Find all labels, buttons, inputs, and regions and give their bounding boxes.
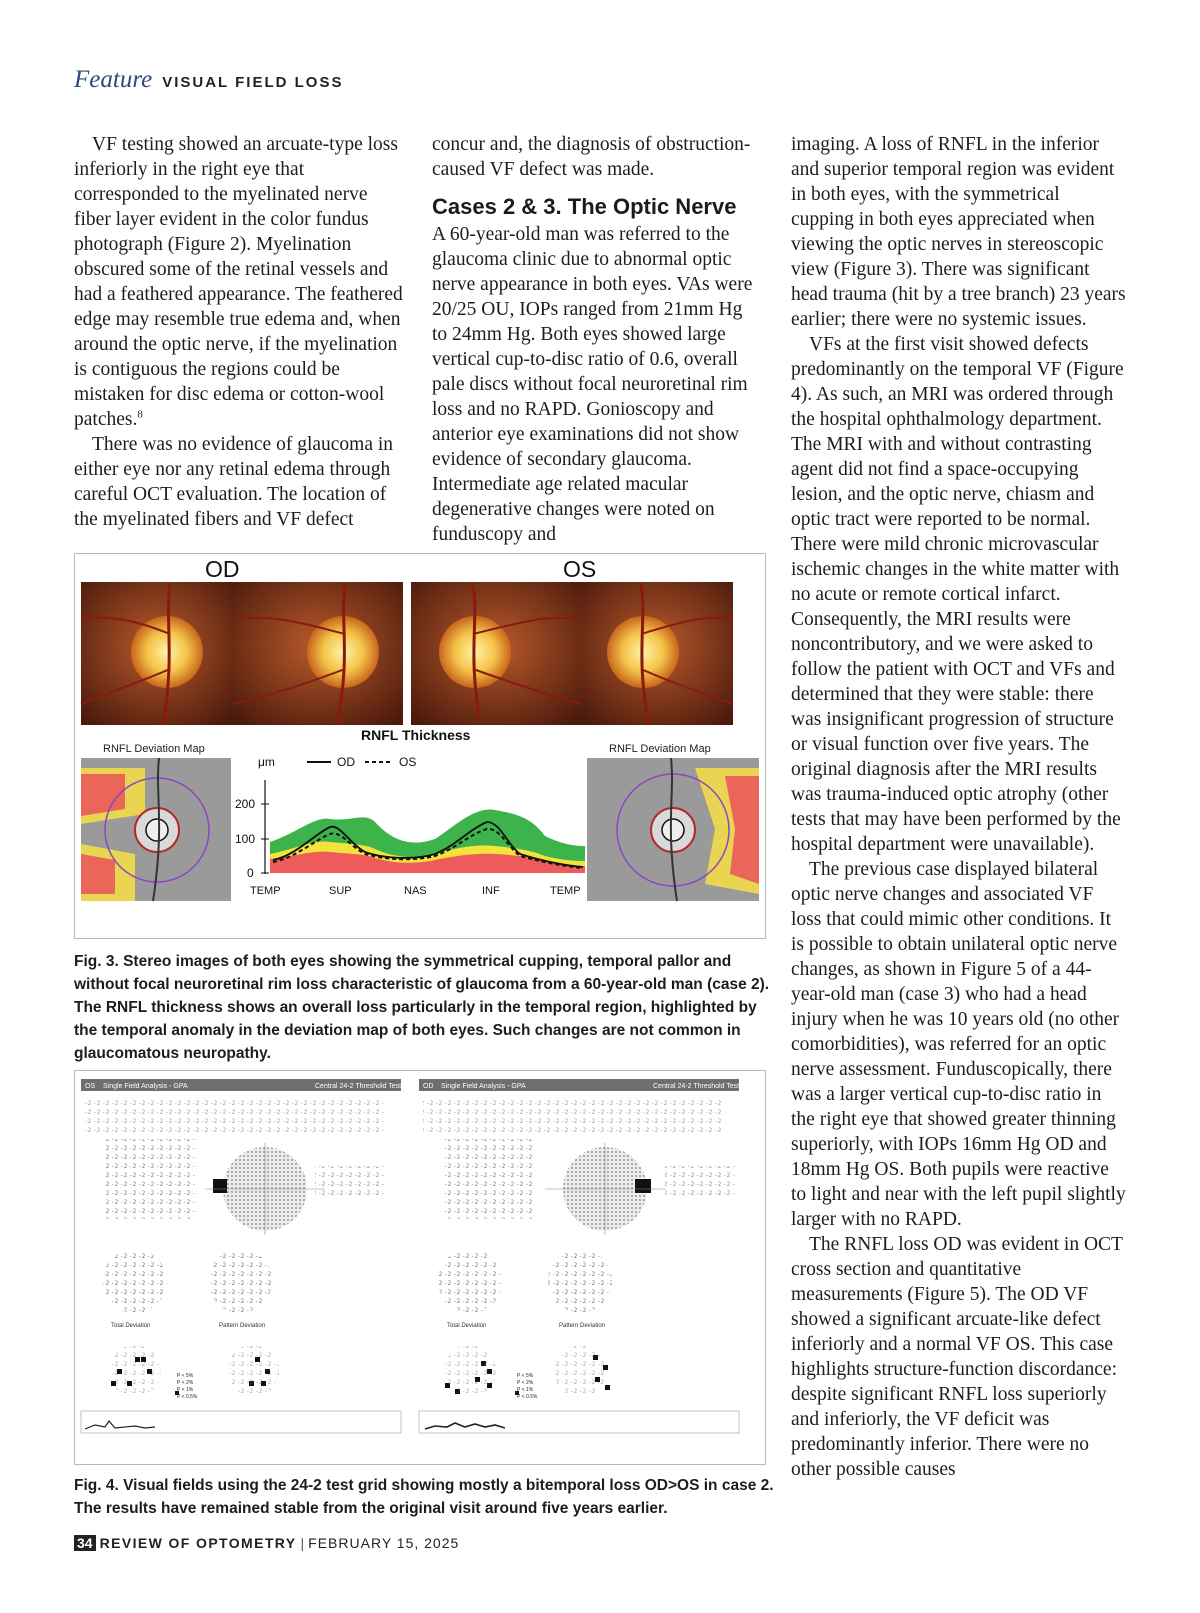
fundus-photo-os-right — [581, 582, 733, 725]
page-number: 34 — [74, 1535, 96, 1551]
vf-header-title: Single Field Analysis - GPA — [103, 1083, 188, 1090]
paragraph: The previous case displayed bilateral optic nerve changes and associated VF loss that could mimic other conditions. It is possible to obtain unilateral optic nerve changes, as shown in Figure 5 of a 44-year-old man (case 3) who had a head injury when he was 10 years old (no other comorbidities), was referred for an optic nerve assessment. Funduscopically, there was a larger vertical cup-to-disc ratio in the right eye that showed greater thinning superiorly, with IOPs 16mm Hg OD and 18mm Hg OS. Both pupils were reactive to light and near with the left pupil slightly larger with no RAPD. — [791, 859, 1126, 1230]
pattern-deviation-label: Pattern Deviation — [559, 1323, 606, 1329]
text-column-2 — [432, 132, 762, 547]
figure-4 — [74, 1070, 766, 1465]
total-deviation-label: Total Deviation — [111, 1323, 151, 1329]
map-left-title: RNFL Deviation Map — [103, 743, 205, 755]
running-header — [74, 66, 343, 102]
rnfl-title: RNFL Thickness — [361, 727, 471, 743]
header-section: VISUAL FIELD LOSS — [162, 74, 344, 91]
legend-label: P < 2% — [517, 1380, 534, 1386]
reference-marker: 8 — [137, 408, 143, 421]
magazine-name: REVIEW OF OPTOMETRY — [99, 1535, 297, 1551]
x-tick-label: TEMP — [550, 885, 581, 897]
section-heading: Cases 2 & 3. The Optic Nerve — [432, 194, 737, 219]
vf-report-right — [419, 1079, 739, 1433]
figure-3-caption: Fig. 3. Stereo images of both eyes showing the symmetrical cupping, temporal pallor and without focal neuroretinal rim loss characteristic of glaucoma from a 60-year-old man (case 2). The RNFL thickness shows an overall loss particularly in the temporal region, highlighted by the temporal anomaly in the deviation map of both eyes. Such changes are not common in glaucomatous neuropathy. — [74, 953, 770, 1062]
map-right-title: RNFL Deviation Map — [609, 743, 711, 755]
y-unit: μm — [258, 755, 275, 769]
vf-eye-label: OS — [85, 1083, 96, 1090]
fundus-photo-od-right — [233, 582, 403, 725]
page-footer — [74, 1535, 459, 1551]
os-label: OS — [563, 556, 597, 582]
header-kicker: Feature — [74, 66, 153, 93]
paragraph: concur and, the diagnosis of obstruction-caused VF defect was made. — [432, 134, 751, 180]
y-tick-label: 100 — [235, 832, 256, 846]
vf-header-test: Central 24-2 Threshold Test — [653, 1083, 740, 1090]
rnfl-deviation-map-od — [81, 758, 231, 901]
legend-label: P < 1% — [177, 1387, 194, 1393]
x-tick-label: NAS — [404, 885, 427, 897]
issue-date: FEBRUARY 15, 2025 — [308, 1535, 460, 1551]
rnfl-deviation-map-os — [587, 758, 759, 901]
text-column-3 — [791, 132, 1127, 1482]
x-tick-label: TEMP — [250, 885, 281, 897]
vf-header-test: Central 24-2 Threshold Test — [315, 1083, 402, 1090]
legend-od: OD — [337, 755, 355, 769]
figure-3-graphic — [75, 554, 765, 938]
paragraph: imaging. A loss of RNFL in the inferior and superior temporal region was evident in both eyes, with the symmetrical cupping in both eyes appreciated when viewing the optic nerves in stereoscopic view (Figure 3). There was significant head trauma (hit by a tree branch) 23 years earlier; there were no systemic issues. — [791, 134, 1126, 330]
legend-label: P < 5% — [177, 1373, 194, 1379]
paragraph: VFs at the first visit showed defects predominantly on the temporal VF (Figure 4). As such, an MRI was ordered through the hospital ophthalmology department. The MRI with and without contrasting agent did not find a space-occupying lesion, and the optic nerve, chiasm and optic tract were reported to be normal. There were mild chronic microvascular ischemic changes in the white matter with no acute or remote cortical infarct. Consequently, the MRI results were noncontributory, and we were asked to follow the patient with OCT and VFs and determined that they were stable: there was insignificant progression of structure or visual function over five years. The original diagnosis after the MRI results was trauma-induced optic atrophy (other tests that may have been performed by the hospital department were unavailable). — [791, 334, 1124, 855]
rnfl-chart — [235, 780, 585, 897]
vf-header-title: Single Field Analysis - GPA — [441, 1083, 526, 1090]
paragraph: VF testing showed an arcuate-type loss inferiorly in the right eye that corresponded to the myelinated nerve fiber layer evident in the color fundus photograph (Figure 2). Myelination obscured some of the retinal vessels and had a feathered appearance. The feathered edge may resemble true edema and, when around the optic nerve, if the myelination is contiguous the regions could be mistaken for disc edema or cotton-wool patches.$^8$ — [74, 134, 403, 430]
fundus-photo-od-left — [81, 582, 233, 725]
vf-report-left — [81, 1079, 401, 1433]
fundus-photo-os-left — [411, 582, 581, 725]
paragraph: There was no evidence of glaucoma in either eye nor any retinal edema through careful OCT evaluation. The location of the myelinated fibers and VF defect — [74, 434, 394, 530]
y-tick-label: 0 — [247, 866, 254, 880]
figure-4-graphic — [75, 1071, 765, 1464]
total-deviation-label: Total Deviation — [447, 1323, 487, 1329]
footer-separator: | — [300, 1535, 305, 1551]
legend-os: OS — [399, 755, 417, 769]
od-label: OD — [205, 556, 240, 582]
legend-label: P < 5% — [517, 1373, 534, 1379]
paragraph: A 60-year-old man was referred to the glaucoma clinic due to abnormal optic nerve appearance in both eyes. VAs were 20/25 OU, IOPs ranged from 21mm Hg to 24mm Hg. Both eyes showed large vertical cup-to-disc ratio of 0.6, overall pale discs without focal neuroretinal rim loss and no RAPD. Gonioscopy and anterior eye examinations did not show evidence of secondary glaucoma. Intermediate age related macular degenerative changes were noted on funduscopy and — [432, 224, 753, 545]
paragraph: The RNFL loss OD was evident in OCT cross section and quantitative measurements (Figure 5). The OD VF showed a significant arcuate-like defect inferiorly and a normal VF OS. This case highlights structure-function discordance: despite significant RNFL loss superiorly and inferiorly, the VF deficit was predominantly inferior. There were no other possible causes — [791, 1234, 1123, 1480]
legend-label: P < 0.5% — [517, 1394, 538, 1400]
legend-label: P < 2% — [177, 1380, 194, 1386]
figure-4-caption: Fig. 4. Visual fields using the 24-2 test grid showing mostly a bitemporal loss OD>OS in case 2. The results have remained stable from the original visit around five years earlier. — [74, 1477, 774, 1517]
y-tick-label: 200 — [235, 797, 256, 811]
legend-label: P < 1% — [517, 1387, 534, 1393]
figure-3 — [74, 553, 766, 939]
pattern-deviation-label: Pattern Deviation — [219, 1323, 266, 1329]
legend-label: P < 0.5% — [177, 1394, 198, 1400]
text-column-1 — [74, 132, 404, 532]
vf-eye-label: OD — [423, 1083, 434, 1090]
x-tick-label: SUP — [329, 885, 352, 897]
x-tick-label: INF — [482, 885, 500, 897]
